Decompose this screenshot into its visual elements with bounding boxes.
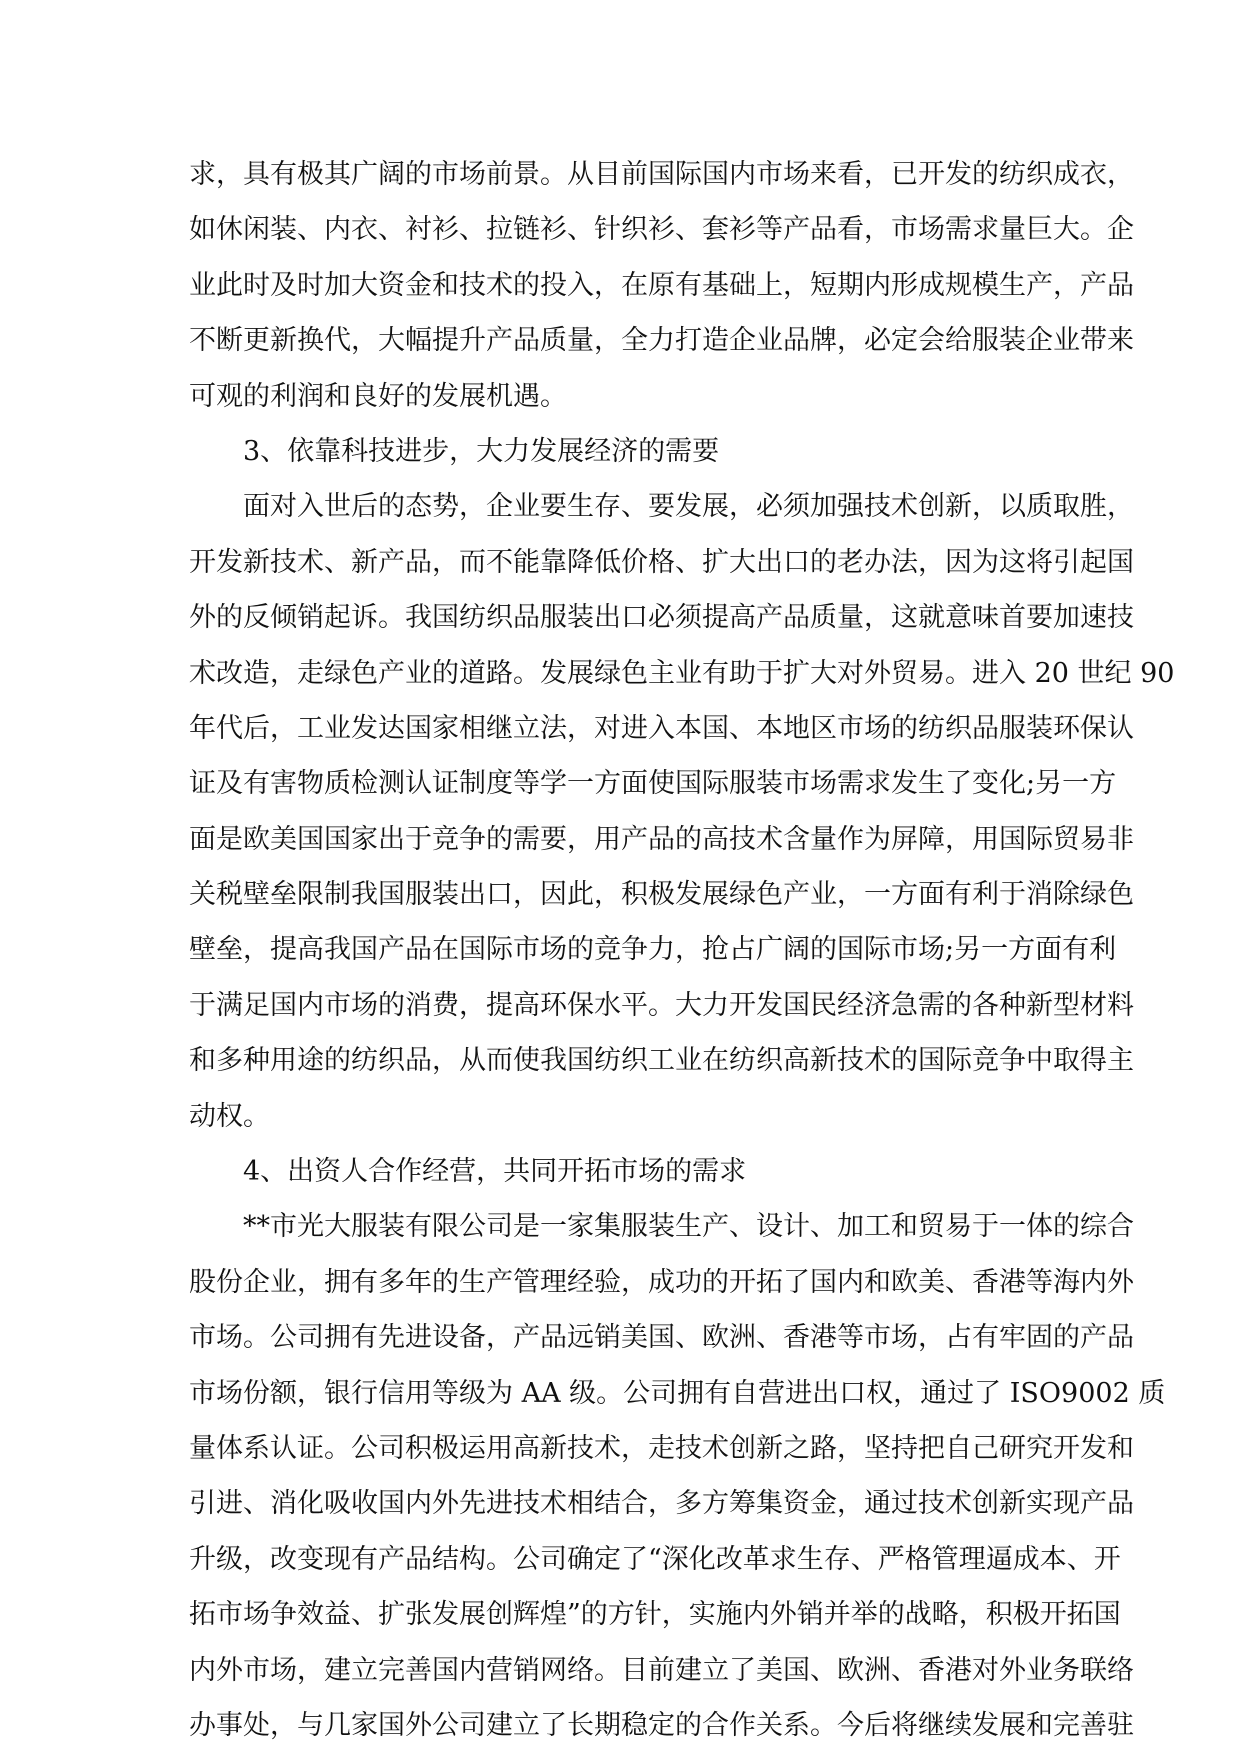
text-line: **市光大服装有限公司是一家集服装生产、设计、加工和贸易于一体的综合 [243,1211,1134,1243]
text-line: 市场份额，银行信用等级为 AA 级。公司拥有自营进出口权，通过了 ISO9002 质 [189,1377,1166,1409]
document-body [189,147,1175,1753]
text-line: 面是欧美国国家出于竞争的需要，用产品的高技术含量作为屏障，用国际贸易非 [189,823,1134,855]
text-line: 和多种用途的纺织品，从而使我国纺织工业在纺织高新技术的国际竞争中取得主 [189,1045,1134,1077]
text-line: 外的反倾销起诉。我国纺织品服装出口必须提高产品质量，这就意味首要加速技 [189,602,1134,634]
text-line: 术改造，走绿色产业的道路。发展绿色主业有助于扩大对外贸易。进入 20 世纪 90 [189,657,1175,689]
text-line: 求，具有极其广阔的市场前景。从目前国际国内市场来看，已开发的纺织成衣， [189,159,1134,190]
text-line: 年代后，工业发达国家相继立法，对进入本国、本地区市场的纺织品服装环保认 [189,712,1134,744]
text-line: 引进、消化吸收国内外先进技术相结合，多方筹集资金，通过技术创新实现产品 [189,1488,1134,1520]
text-line: 可观的利润和良好的发展机遇。 [189,380,567,412]
text-line: 升级，改变现有产品结构。公司确定了“深化改革求生存、严格管理逼成本、开 [189,1543,1121,1575]
text-line: 股份企业，拥有多年的生产管理经验，成功的开拓了国内和欧美、香港等海内外 [189,1266,1134,1298]
text-line: 不断更新换代，大幅提升产品质量，全力打造企业品牌，必定会给服装企业带来 [189,325,1134,357]
text-line: 壁垒，提高我国产品在国际市场的竞争力，抢占广阔的国际市场;另一方面有利 [189,934,1117,966]
text-line: 证及有害物质检测认证制度等学一方面使国际服装市场需求发生了变化;另一方 [189,768,1117,800]
text-line: 业此时及时加大资金和技术的投入，在原有基础上，短期内形成规模生产，产品 [189,269,1134,301]
text-line: 动权。 [189,1100,270,1132]
text-line: 于满足国内市场的消费，提高环保水平。大力开发国民经济急需的各种新型材料 [189,989,1134,1021]
text-line: 办事处，与几家国外公司建立了长期稳定的合作关系。今后将继续发展和完善驻 [189,1709,1134,1741]
text-line: 内外市场，建立完善国内营销网络。目前建立了美国、欧洲、香港对外业务联络 [189,1654,1134,1686]
text-line: 开发新技术、新产品，而不能靠降低价格、扩大出口的老办法，因为这将引起国 [189,546,1134,578]
text-line: 量体系认证。公司积极运用高新技术，走技术创新之路，坚持把自己研究开发和 [189,1432,1134,1464]
section-heading: 3、依靠科技进步，大力发展经济的需要 [243,435,720,467]
text-line: 拓市场争效益、扩张发展创辉煌”的方针，实施内外销并举的战略，积极开拓国 [189,1599,1121,1631]
text-line: 面对入世后的态势，企业要生存、要发展，必须加强技术创新，以质取胜， [243,491,1134,523]
text-line: 如休闲装、内衣、衬衫、拉链衫、针织衫、套衫等产品看，市场需求量巨大。企 [189,214,1134,246]
text-line: 市场。公司拥有先进设备，产品远销美国、欧洲、香港等市场，占有牢固的产品 [189,1322,1134,1354]
section-heading: 4、出资人合作经营，共同开拓市场的需求 [243,1156,747,1188]
text-line: 关税壁垒限制我国服装出口，因此，积极发展绿色产业，一方面有利于消除绿色 [189,879,1134,911]
